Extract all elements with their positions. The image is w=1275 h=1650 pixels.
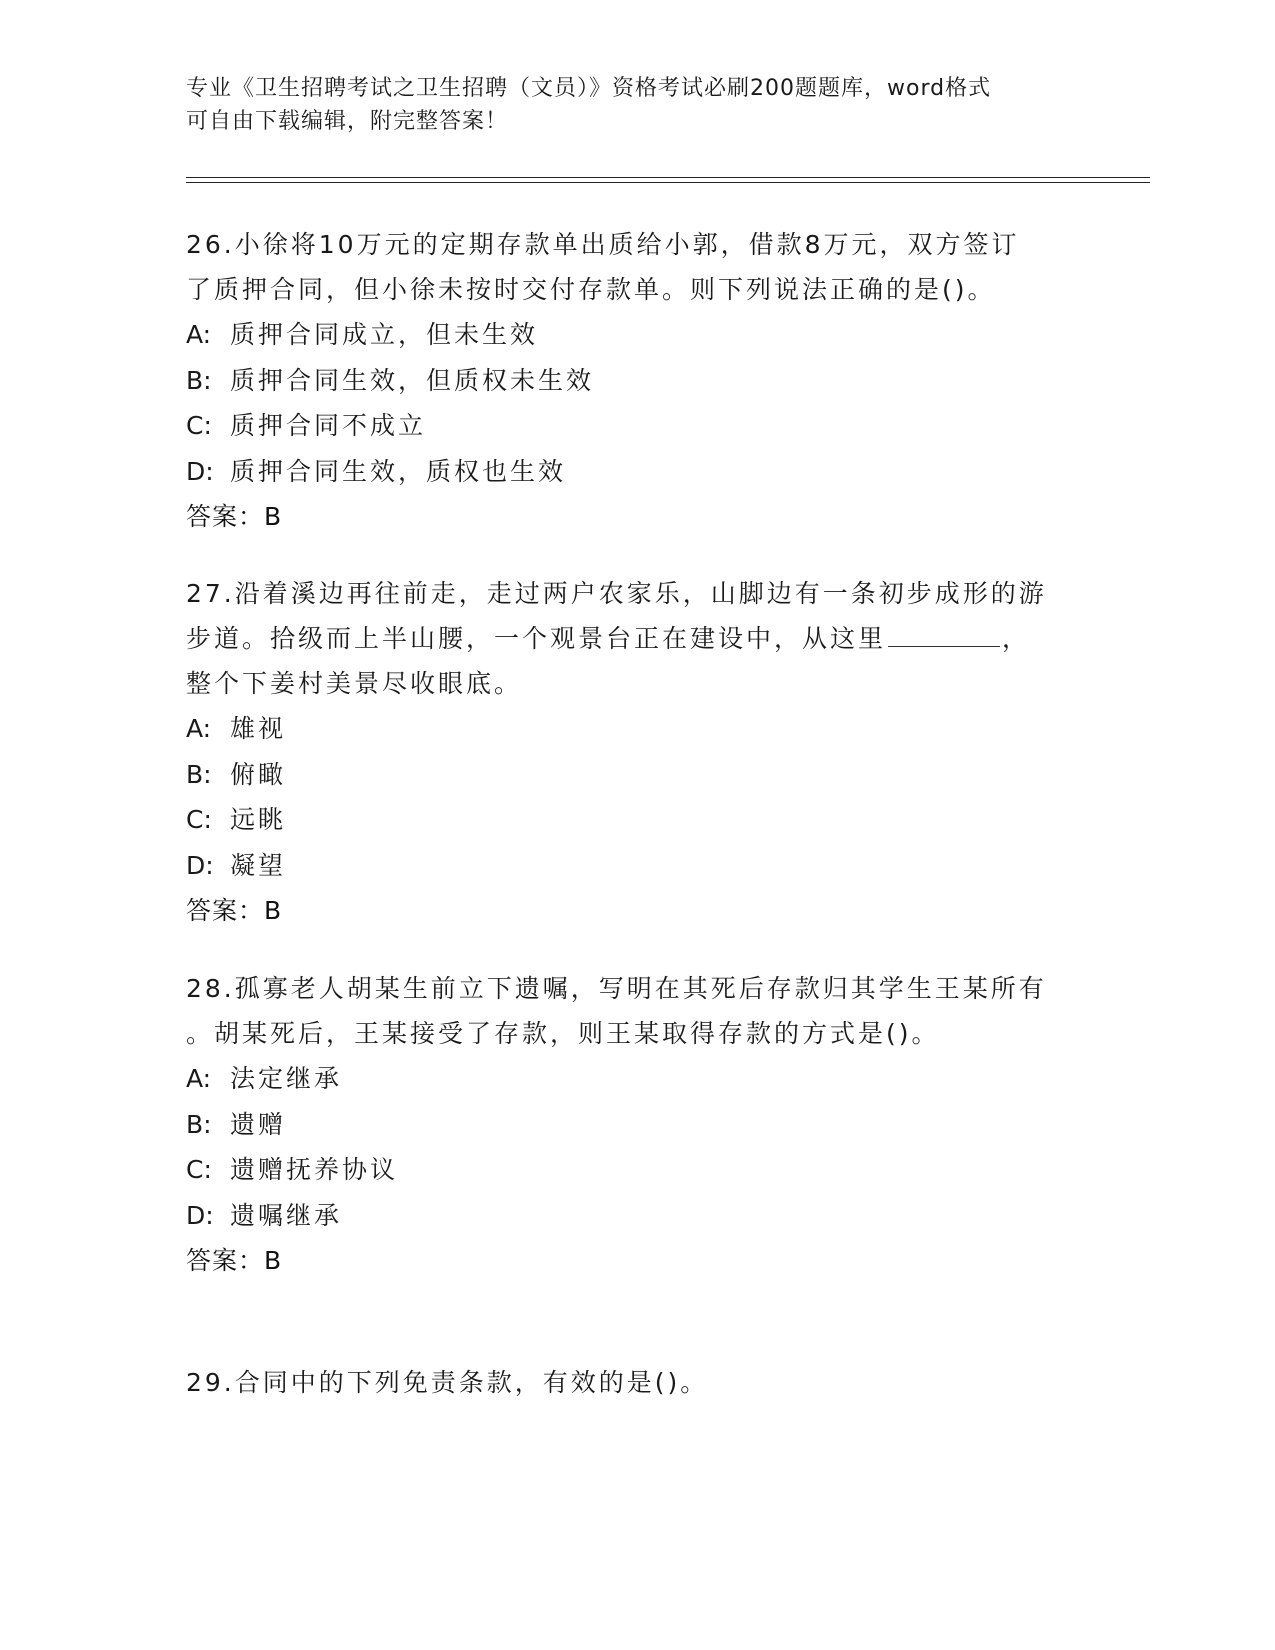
option-key: D: [186, 456, 214, 486]
answer-line: 答案：B [186, 896, 283, 925]
option-text: 遗嘱继承 [230, 1200, 343, 1230]
question-stem-line: 27.沿着溪边再往前走，走过两户农家乐，山脚边有一条初步成形的游 [186, 579, 1047, 608]
option-b [186, 752, 1086, 798]
option-key: B: [186, 759, 212, 789]
question-28 [186, 966, 1086, 1283]
document-header [186, 72, 1086, 138]
option-a [186, 706, 1086, 752]
option-d [186, 843, 1086, 889]
option-text: 俯瞰 [230, 759, 287, 789]
option-text: 遗赠 [230, 1109, 287, 1139]
option-key: B: [186, 1109, 212, 1139]
option-a [186, 1056, 1086, 1102]
header-divider-bottom [186, 182, 1150, 183]
question-27 [186, 571, 1086, 933]
header-line-2: 可自由下载编辑，附完整答案！ [186, 109, 509, 134]
option-a [186, 312, 1086, 358]
answer-line: 答案：B [186, 502, 283, 531]
header-divider-top [186, 177, 1150, 178]
question-stem [186, 571, 1086, 706]
option-text: 雄视 [230, 714, 287, 743]
option-text: 遗赠抚养协议 [230, 1155, 399, 1184]
option-text: 质押合同生效，但质权未生效 [230, 365, 595, 395]
option-c [186, 1147, 1086, 1193]
option-key: A: [186, 714, 212, 743]
option-text: 质押合同不成立 [230, 411, 427, 440]
question-stem [186, 222, 1086, 312]
option-key: D: [186, 850, 214, 880]
option-d [186, 449, 1086, 495]
question-stem-suffix: ， [1002, 624, 1031, 653]
option-key: B: [186, 365, 212, 395]
option-c [186, 403, 1086, 449]
question-stem-line: 。胡某死后，王某接受了存款，则王某取得存款的方式是()。 [186, 1019, 940, 1048]
question-stem-line: 28.孤寡老人胡某生前立下遗嘱，写明在其死后存款归其学生王某所有 [186, 974, 1047, 1003]
question-29 [186, 1360, 1086, 1405]
option-text: 法定继承 [230, 1064, 343, 1093]
question-stem-line [186, 616, 1086, 661]
option-text: 质押合同成立，但未生效 [230, 320, 539, 349]
question-26 [186, 222, 1086, 539]
question-stem-line: 29.合同中的下列免责条款，有效的是()。 [186, 1368, 709, 1397]
option-c [186, 797, 1086, 843]
question-stem [186, 1360, 1086, 1405]
fill-in-blank [888, 624, 1000, 647]
question-stem [186, 966, 1086, 1056]
question-stem-line: 了质押合同，但小徐未按时交付存款单。则下列说法正确的是()。 [186, 275, 996, 304]
option-key: A: [186, 1064, 212, 1093]
option-key: C: [186, 1155, 212, 1184]
question-stem-line: 整个下姜村美景尽收眼底。 [186, 669, 523, 698]
option-key: C: [186, 805, 212, 834]
option-text: 凝望 [230, 850, 287, 880]
option-b [186, 1102, 1086, 1148]
option-text: 质押合同生效，质权也生效 [230, 456, 567, 486]
option-b [186, 358, 1086, 404]
option-d [186, 1193, 1086, 1239]
question-stem-text: 步道。拾级而上半山腰，一个观景台正在建设中，从这里 [186, 624, 887, 653]
option-key: C: [186, 411, 212, 440]
question-stem-line: 26.小徐将10万元的定期存款单出质给小郭，借款8万元，双方签订 [186, 230, 1020, 259]
option-text: 远眺 [230, 805, 287, 834]
option-key: D: [186, 1200, 214, 1230]
header-line-1: 专业《卫生招聘考试之卫生招聘（文员）》资格考试必刷200题题库，word格式 [186, 76, 992, 101]
answer-line: 答案：B [186, 1246, 283, 1275]
option-key: A: [186, 320, 212, 349]
